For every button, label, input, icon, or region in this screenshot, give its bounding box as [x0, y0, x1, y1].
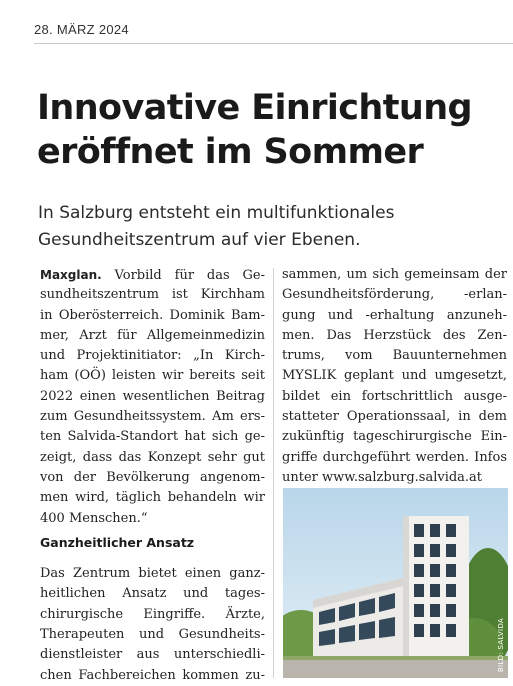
body-line-text: Vorbild für das Ge- — [101, 268, 265, 283]
body-line: chen Fachbereichen kommen zu- — [40, 667, 265, 683]
headline — [37, 86, 507, 174]
body-line: Das Zentrum bietet einen ganz- — [40, 566, 265, 582]
body-line: von der Bevölkerung angenom- — [40, 469, 265, 485]
article-column-left — [40, 265, 265, 686]
dateline-word: Maxglan. — [40, 268, 102, 282]
top-divider — [34, 43, 513, 44]
body-line: men wird, täglich behandeln wir — [40, 490, 265, 506]
body-line: ham (OÖ) leisten wir bereits seit — [40, 368, 265, 384]
body-line: 2022 einen wesentlichen Beitrag — [40, 388, 265, 404]
body-line: griffe durchgeführt werden. Infos — [282, 449, 507, 465]
body-line: zeigt, dass das Konzept sehr gut — [40, 449, 265, 465]
body-line: chirurgische Eingriffe. Ärzte, — [40, 606, 265, 622]
headline-line: eröffnet im Sommer — [37, 132, 424, 172]
ground — [283, 658, 508, 678]
building-photo — [283, 488, 508, 678]
body-line: unter www.salzburg.salvida.at — [282, 469, 483, 485]
subheadline-line: In Salzburg entsteht ein multifunktionales — [38, 203, 395, 223]
body-line: zukünftig tageschirurgische Ein- — [282, 429, 507, 445]
section-heading: Ganzheitlicher Ansatz — [40, 534, 195, 550]
body-line: Gesundheitsförderung, -erlan- — [282, 287, 507, 303]
building-illustration — [283, 488, 508, 678]
body-line: bildet ein fortschrittlich ausge- — [282, 388, 507, 404]
body-line: Therapeuten und Gesundheits- — [40, 627, 265, 643]
article-date: 28. MÄRZ 2024 — [34, 22, 129, 37]
body-line: MYSLIK geplant und umgesetzt, — [282, 368, 507, 384]
body-line: heitlichen Ansatz und tages- — [40, 586, 265, 602]
body-line: dienstleister aus unterschiedli- — [40, 647, 265, 663]
headline-line: Innovative Einrichtung — [37, 88, 472, 128]
photo-credit: BILD: SALVIDA — [497, 617, 505, 672]
body-line: mer, Arzt für Allgemeinmedizin — [40, 327, 265, 343]
body-line: sundheitszentrum ist Kirchham — [40, 287, 265, 303]
body-line — [40, 265, 265, 285]
subheadline-line: Gesundheitszentrum auf vier Ebenen. — [38, 230, 361, 250]
body-line: 400 Menschen.“ — [40, 510, 148, 526]
body-line: und Projektinitiator: „In Kirch- — [40, 348, 265, 364]
body-line: gung und -erhaltung anzuneh- — [282, 307, 507, 323]
body-line: ten Salvida-Standort hat sich ge- — [40, 429, 265, 445]
body-line: men. Das Herzstück des Zen- — [282, 327, 507, 343]
body-line: zum Gesundheitssystem. Am ers- — [40, 409, 265, 425]
column-divider — [273, 268, 274, 678]
body-line: sammen, um sich gemeinsam der — [282, 267, 507, 282]
body-line: statteter Operationssaal, in dem — [282, 409, 507, 425]
article-column-right — [282, 265, 507, 488]
subheadline — [38, 200, 508, 254]
body-line: trums, vom Bauunternehmen — [282, 348, 507, 364]
body-line: in Oberösterreich. Dominik Bam- — [40, 307, 265, 323]
